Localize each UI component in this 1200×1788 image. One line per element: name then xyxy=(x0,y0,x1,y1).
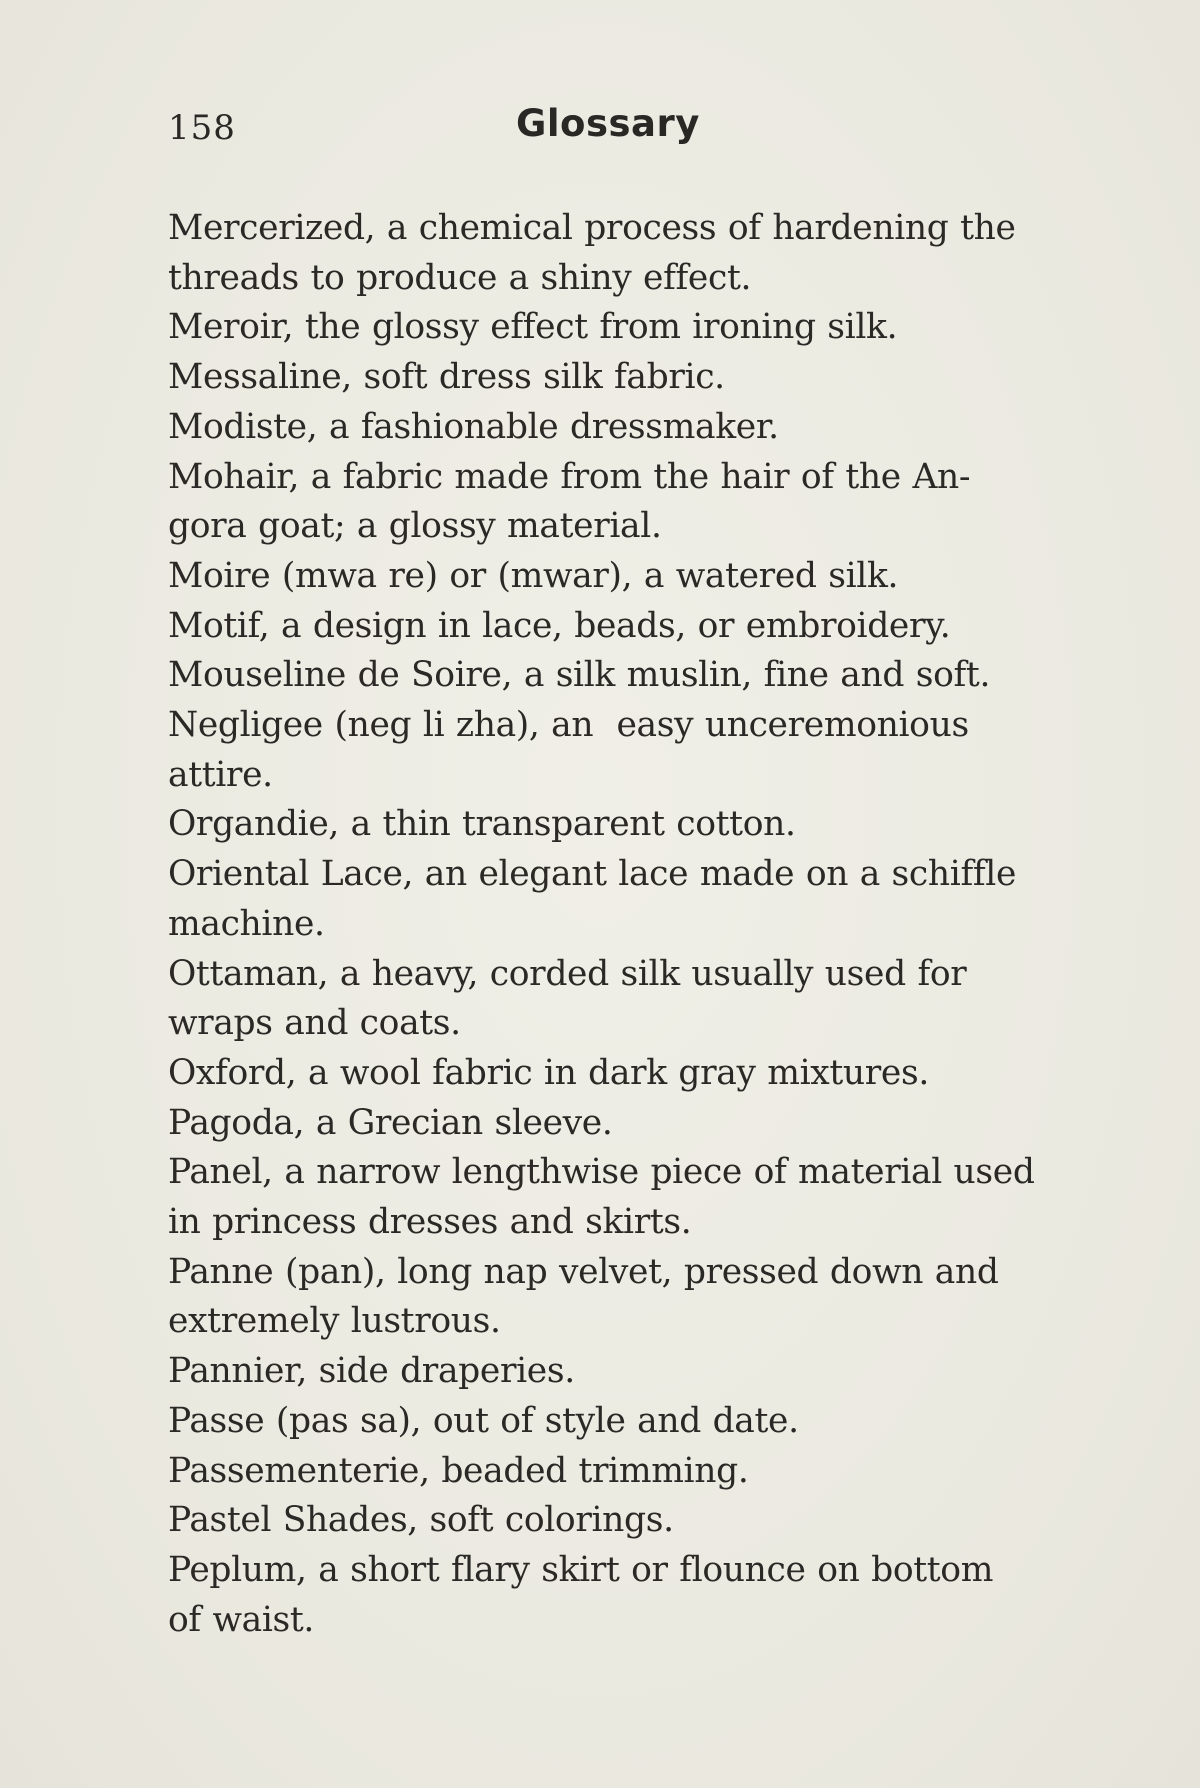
glossary-entry xyxy=(168,403,1078,453)
glossary-entry xyxy=(168,800,1078,850)
glossary-entry xyxy=(168,701,1078,800)
entry-line: Mohair, a fabric made from the hair of the An- xyxy=(168,456,971,497)
page-title: Glossary xyxy=(516,102,700,145)
glossary-entry xyxy=(168,651,1078,701)
glossary-entry xyxy=(168,1248,1078,1347)
entry-continuation: threads to produce a shiny effect. xyxy=(168,257,752,298)
glossary-entry xyxy=(168,204,1078,303)
glossary-entry xyxy=(168,850,1078,949)
glossary-entry xyxy=(168,1496,1078,1546)
page-number: 158 xyxy=(168,108,236,148)
glossary-entries xyxy=(168,204,1078,1645)
glossary-entry xyxy=(168,1099,1078,1149)
entry-line: Organdie, a thin transparent cotton. xyxy=(168,804,796,845)
entry-line: Oriental Lace, an elegant lace made on a schiffle xyxy=(168,854,1017,895)
glossary-entry xyxy=(168,1347,1078,1397)
glossary-entry xyxy=(168,1148,1078,1247)
entry-line: Ottaman, a heavy, corded silk usually used for xyxy=(168,953,967,994)
entry-line: Negligee (neg li zha), an easy unceremonious xyxy=(168,705,969,746)
entry-continuation: attire. xyxy=(168,754,273,795)
entry-line: Mouseline de Soire, a silk muslin, fine and soft. xyxy=(168,655,991,696)
entry-continuation: machine. xyxy=(168,903,325,944)
glossary-entry xyxy=(168,1447,1078,1497)
entry-continuation: wraps and coats. xyxy=(168,1003,461,1044)
entry-line: Oxford, a wool fabric in dark gray mixtures. xyxy=(168,1052,929,1093)
entry-line: Motif, a design in lace, beads, or embroidery. xyxy=(168,605,951,646)
glossary-entry xyxy=(168,552,1078,602)
entry-line: Panel, a narrow lengthwise piece of material used xyxy=(168,1152,1035,1193)
entry-line: Modiste, a fashionable dressmaker. xyxy=(168,406,779,447)
page-header xyxy=(168,98,1068,158)
glossary-entry xyxy=(168,353,1078,403)
entry-line: Peplum, a short flary skirt or flounce on bottom xyxy=(168,1549,994,1590)
entry-line: Moire (mwa re) or (mwar), a watered silk. xyxy=(168,555,899,596)
glossary-entry xyxy=(168,602,1078,652)
glossary-entry xyxy=(168,1397,1078,1447)
entry-continuation: in princess dresses and skirts. xyxy=(168,1202,692,1243)
glossary-entry xyxy=(168,1049,1078,1099)
entry-line: Meroir, the glossy effect from ironing silk. xyxy=(168,307,898,348)
entry-line: Pagoda, a Grecian sleeve. xyxy=(168,1102,613,1143)
entry-line: Pastel Shades, soft colorings. xyxy=(168,1500,674,1541)
glossary-entry xyxy=(168,950,1078,1049)
glossary-entry xyxy=(168,303,1078,353)
entry-continuation: of waist. xyxy=(168,1599,315,1640)
entry-line: Panne (pan), long nap velvet, pressed down and xyxy=(168,1251,999,1292)
entry-line: Pannier, side draperies. xyxy=(168,1351,575,1392)
glossary-entry xyxy=(168,1546,1078,1645)
entry-continuation: extremely lustrous. xyxy=(168,1301,501,1342)
entry-line: Passe (pas sa), out of style and date. xyxy=(168,1400,799,1441)
entry-line: Messaline, soft dress silk fabric. xyxy=(168,357,725,398)
glossary-entry xyxy=(168,453,1078,552)
entry-continuation: gora goat; a glossy material. xyxy=(168,506,662,547)
entry-line: Passementerie, beaded trimming. xyxy=(168,1450,749,1491)
entry-line: Mercerized, a chemical process of hardening the xyxy=(168,208,1016,248)
